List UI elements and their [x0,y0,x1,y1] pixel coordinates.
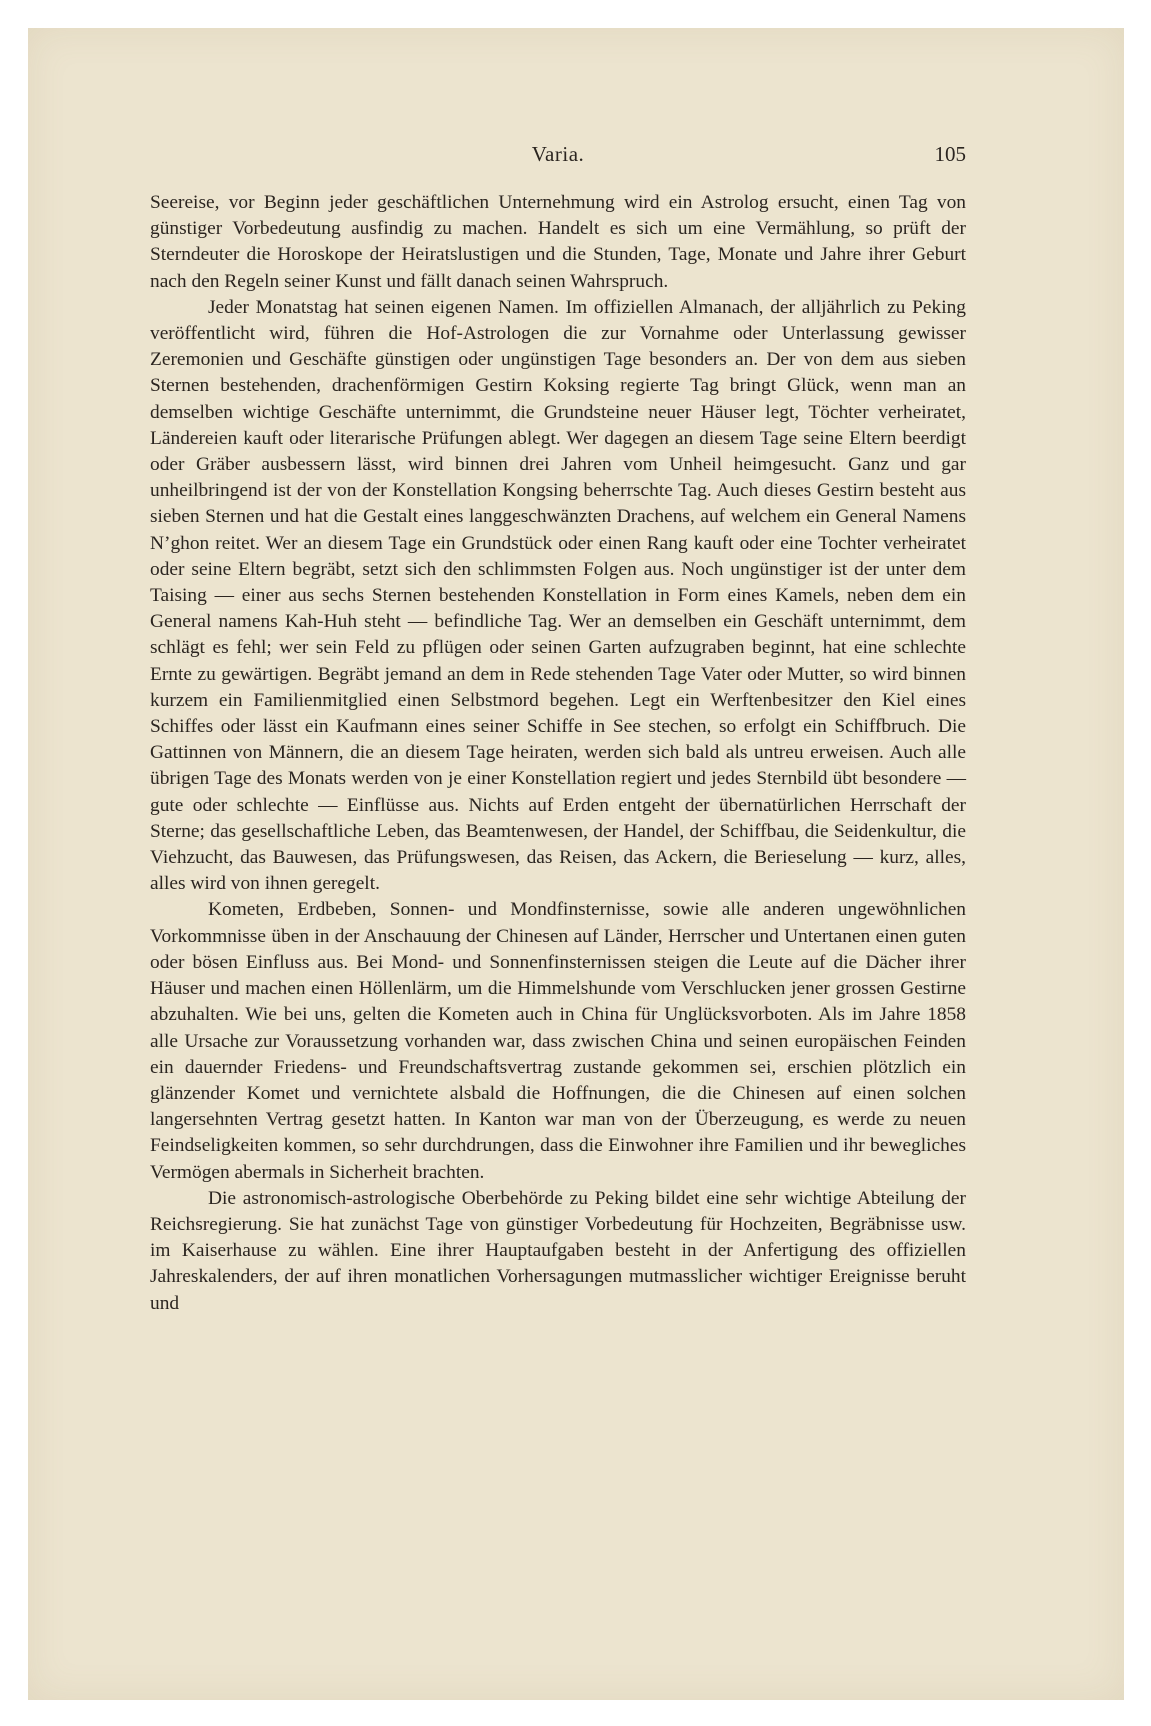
paragraph-kometen: Kometen, Erdbeben, Sonnen- und Mondfinsternisse, sowie alle anderen ungewöhnlichen Vorkommnisse üben in der Anschauung der Chinesen auf Länder, Herrscher und Untertanen einen guten oder bösen Einfluss aus. Bei Mond- und Sonnenfinsternissen steigen die Leute auf die Dächer ihrer Häuser und machen einen Höllenlärm, um die Himmelshunde vom Verschlucken jener grossen Gestirne abzuhalten. Wie bei uns, gelten die Kometen auch in China für Unglücksvorboten. Als im Jahre 1858 alle Ursache zur Voraussetzung vorhanden war, dass zwischen China und seinen europäischen Feinden ein dauernder Friedens- und Freundschaftsvertrag zustande gekommen sei, erschien plötzlich ein glänzender Komet und vernichtete alsbald die Hoffnungen, die die Chinesen auf einen solchen langersehnten Vertrag gesetzt hatten. In Kanton war man von der Überzeugung, es werde zu neuen Feindseligkeiten kommen, so sehr durchdrungen, dass die Einwohner ihre Familien und ihr bewegliches Vermögen abermals in Sicherheit brachten. [150,899,966,1183]
running-title: Varia. [531,142,585,166]
paragraph-continued: Seereise, vor Beginn jeder geschäftlichen Unternehmung wird ein Astrolog ersucht, einen Tag von günstiger Vorbedeutung ausfindig zu machen. Handelt es sich um eine Vermählung, so prüft der Sterndeuter die Horoskope der Heiratslustigen und die Stunden, Tage, Monate und Jahre ihrer Geburt nach den Regeln seiner Kunst und fällt danach seinen Wahrspruch. [150,192,966,292]
paragraph-oberbehoerde: Die astronomisch-astrologische Oberbehörde zu Peking bildet eine sehr wichtige Abteilung der Reichsregierung. Sie hat zunächst Tage von günstiger Vorbedeutung für Hochzeiten, Begräbnisse usw. im Kaiserhause zu wählen. Eine ihrer Hauptaufgaben besteht in der Anfertigung des offiziellen Jahreskalenders, der auf ihren monatlichen Vorhersagungen mutmasslicher wichtiger Ereignisse beruht und [150,1187,966,1314]
paragraph-monatstag: Jeder Monatstag hat seinen eigenen Namen. Im offiziellen Almanach, der alljährlich zu Peking veröffentlicht wird, führen die Hof-Astrologen die zur Vornahme oder Unterlassung gewisser Zeremonien und Geschäfte günstigen oder ungünstigen Tage besonders an. Der von dem aus sieben Sternen bestehenden, drachenförmigen Gestirn Koksing regierte Tag bringt Glück, wenn man an demselben wichtige Geschäfte unternimmt, die Grundsteine neuer Häuser legt, Töchter verheiratet, Ländereien kauft oder literarische Prüfungen ablegt. Wer dagegen an diesem Tage seine Eltern beerdigt oder Gräber ausbessern lässt, wird binnen drei Jahren vom Unheil heimgesucht. Ganz und gar unheilbringend ist der von der Konstellation Kongsing beherrschte Tag. Auch dieses Gestirn besteht aus sieben Sternen und hat die Gestalt eines langgeschwänzten Drachens, auf welchem ein General Namens N’ghon reitet. Wer an diesem Tage ein Grundstück oder einen Rang kauft oder eine Tochter verheiratet oder seine Eltern begräbt, setzt sich den schlimmsten Folgen aus. Noch ungünstiger ist der unter dem Taising — einer aus sechs Sternen bestehenden Konstellation in Form eines Kamels, neben dem ein General namens Kah-Huh steht — befindliche Tag. Wer an demselben ein Geschäft unternimmt, dem schlägt es fehl; wer sein Feld zu pflügen oder seinen Garten aufzugraben beginnt, hat eine schlechte Ernte zu gewärtigen. Begräbt jemand an dem in Rede stehenden Tage Vater oder Mutter, so wird binnen kurzem ein Familienmitglied einen Selbstmord begehen. Legt ein Werftenbesitzer den Kiel eines Schiffes oder lässt ein Kaufmann eines seiner Schiffe in See stechen, so erfolgt ein Schiffbruch. Die Gattinnen von Männern, die an diesem Tage heiraten, werden sich bald als untreu erweisen. Auch alle übrigen Tage des Monats werden von je einer Konstellation regiert und jedes Sternbild übt besondere — gute oder schlechte — Einflüsse aus. Nichts auf Erden entgeht der übernatürlichen Herrschaft der Sterne; das gesellschaftliche Leben, das Beamtenwesen, der Handel, der Schiffbau, die Seidenkultur, die Viehzucht, das Bauwesen, das Prüfungswesen, das Reisen, das Ackern, die Berieselung — kurz, alles, alles wird von ihnen geregelt. [150,296,966,895]
body-text [150,190,966,1317]
page-header [150,142,966,172]
page-number: 105 [934,142,966,166]
